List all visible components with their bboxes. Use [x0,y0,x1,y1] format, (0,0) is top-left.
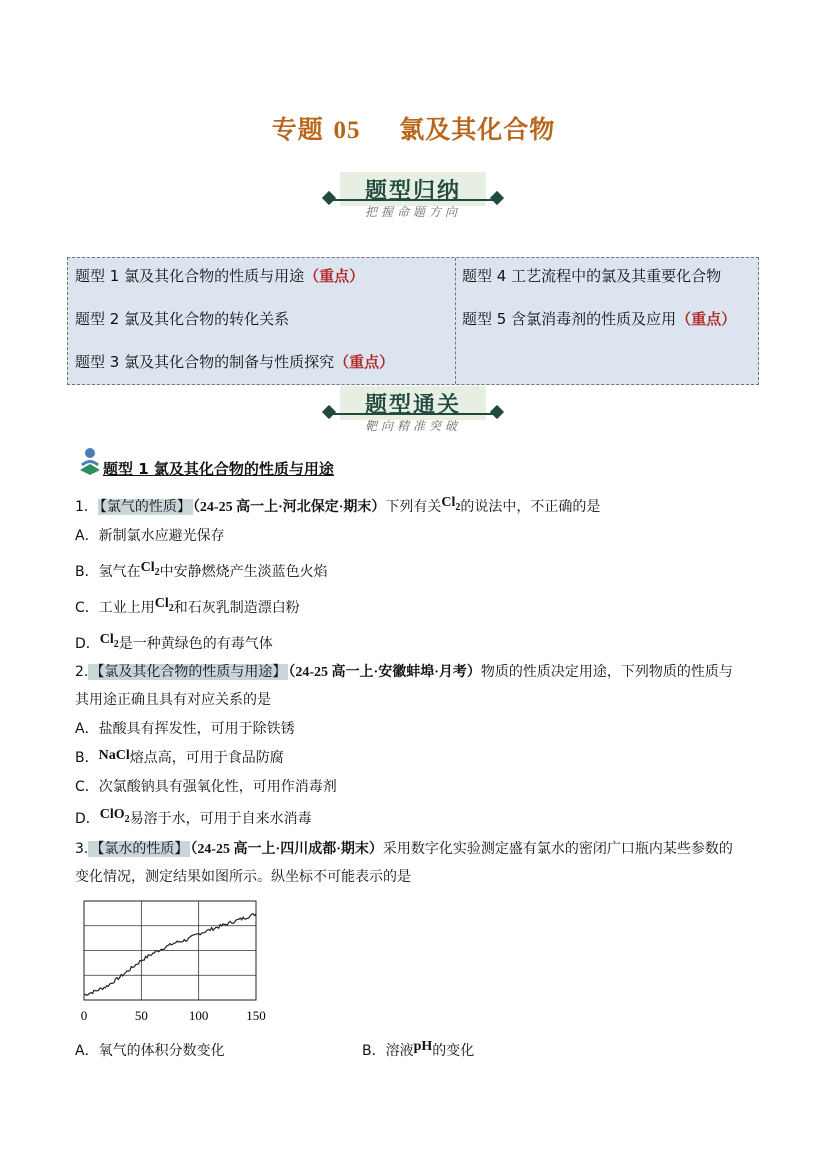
formula-text: Cl [154,596,169,611]
question-source: （24-25 高一上·四川成都·期末） [190,842,383,857]
formula-text: Cl [441,495,456,510]
option-text: C．次氯酸钠具有强氧化性，可用作消毒剂 [75,779,337,795]
x-tick-label: 50 [134,1008,148,1023]
topic-label: 题型 1 氯及其化合物的性质与用途 [75,267,305,285]
stem-text: 物质的性质决定用途，下列物质的性质与 [480,664,733,680]
formula-subscript: 2 [168,602,174,614]
banner-heading: 题型通关 [364,393,461,418]
banner-subheading: 靶向精准突破 [364,419,461,433]
option-text: A．氧气的体积分数变化 [75,1043,225,1059]
option-text: B．溶液 [362,1043,414,1059]
key-badge: （重点） [676,310,737,328]
x-tick-label: 100 [188,1008,209,1023]
option-text: D． [75,811,100,827]
x-tick-label: 150 [246,1008,266,1023]
option-text: 的变化 [432,1043,475,1059]
formula-text: Cl [140,560,155,575]
stem-text: 变化情况，测定结果如图所示。纵坐标不可能表示的是 [75,869,411,885]
q1-option-b[interactable] [75,561,328,583]
stem-text: 其用途正确且具有对应关系的是 [75,692,271,708]
question-source: （24-25 高一上·河北保定·期末） [192,500,386,515]
formula-nacl [99,748,130,763]
q2-option-a[interactable] [75,718,295,738]
q2-option-b[interactable] [75,747,284,767]
formula-subscript: 2 [124,813,130,825]
option-text: 和石灰乳制造漂白粉 [173,600,300,616]
question-number: 2. [75,664,89,680]
option-text: B．氢气在 [75,564,141,580]
topic-index-box [67,257,759,385]
option-text: 中安静燃烧产生淡蓝色火焰 [159,564,328,580]
question-tag: 【氯及其化合物的性质与用途】 [90,664,287,680]
q2-option-c[interactable] [75,776,337,796]
formula-cl2 [154,596,174,614]
option-text: 是一种黄绿色的有毒气体 [118,636,273,652]
q1-option-a[interactable] [75,525,225,545]
topic-item-4[interactable] [462,265,721,286]
section-heading [77,446,334,480]
formula-subscript: 2 [113,638,119,650]
topic-item-1[interactable] [75,265,364,286]
topic-item-3[interactable] [75,351,394,372]
line-chart [75,895,275,1030]
topic-label: 题型 4 工艺流程中的氯及其重要化合物 [462,267,722,285]
topic-label: 题型 5 含氯消毒剂的性质及应用 [462,310,677,328]
q2-option-d[interactable] [75,808,312,830]
q3-option-b[interactable] [362,1040,474,1060]
title-gap [360,115,399,144]
banner-topic-summary [318,172,508,224]
question-2-stem [75,661,733,681]
page-title [0,110,827,146]
question-tag: 【氯气的性质】 [99,499,191,515]
stem-text: 下列有关 [385,499,442,515]
question-2-stem-cont [75,689,271,709]
option-text: C．工业上用 [75,600,155,616]
formula-text: Cl [99,632,114,647]
topic-item-5[interactable] [462,308,736,329]
question-number: 3. [75,841,89,857]
question-1-stem [75,496,600,518]
formula-cl2 [140,560,160,578]
question-tag: 【氯水的性质】 [90,841,189,857]
topic-label: 题型 2 氯及其化合物的转化关系 [75,310,290,328]
section-label: 题型 1 氯及其化合物的性质与用途 [103,460,334,478]
formula-subscript: 2 [154,566,160,578]
formula-cl2 [99,632,119,650]
formula-clo2 [99,807,130,825]
stem-text: 采用数字化实验测定盛有氯水的密闭广口瓶内某些参数的 [382,841,733,857]
x-tick-label: 0 [80,1008,88,1023]
stem-text: 的说法中，不正确的是 [460,499,601,515]
title-prefix: 专题 [271,115,334,144]
formula-ph [414,1039,433,1054]
topic-item-2[interactable] [75,308,289,329]
banner-topic-practice [318,386,508,438]
banner-subheading: 把握命题方向 [364,205,461,219]
formula-text: ClO [99,807,125,822]
formula-text: NaCl [98,748,130,763]
option-text: D． [75,636,100,652]
option-text: 易溶于水，可用于自来水消毒 [129,811,312,827]
formula-cl2 [441,495,461,513]
question-3-stem [75,838,733,858]
q3-option-a[interactable] [75,1040,225,1060]
option-text: A．新制氯水应避光保存 [75,528,225,544]
student-icon [77,446,103,476]
question-3-stem-cont [75,866,411,886]
banner-heading: 题型归纳 [364,179,461,204]
option-text: B． [75,750,99,766]
key-badge: （重点） [304,267,365,285]
title-number: 05 [333,117,361,144]
question-source: （24-25 高一上·安徽蚌埠·月考） [288,665,481,680]
key-badge: （重点） [334,353,395,371]
q1-option-d[interactable] [75,633,273,655]
formula-text: pH [413,1039,433,1054]
topic-label: 题型 3 氯及其化合物的制备与性质探究 [75,353,335,371]
formula-subscript: 2 [455,501,461,513]
option-text: A．盐酸具有挥发性，可用于除铁锈 [75,721,295,737]
title-text: 氯及其化合物 [399,115,556,144]
option-text: 熔点高，可用于食品防腐 [129,750,284,766]
question-number: 1． [75,499,98,515]
q1-option-c[interactable] [75,597,300,619]
